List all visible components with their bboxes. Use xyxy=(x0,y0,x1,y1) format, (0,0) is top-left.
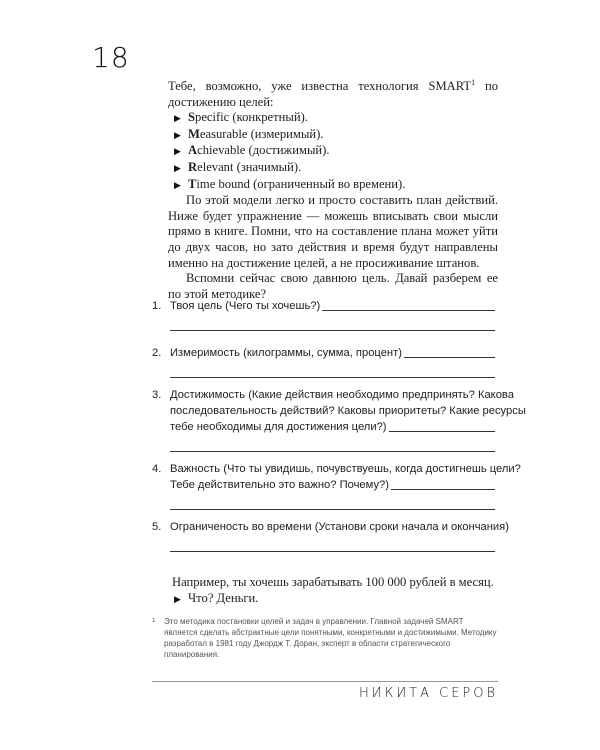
answer-line[interactable] xyxy=(170,493,495,510)
intro-paragraph xyxy=(168,79,498,110)
footer-divider xyxy=(152,681,498,682)
example-text: Например, ты хочешь зарабатывать 100 000 рублей в месяц. xyxy=(172,575,494,589)
smart-item-relevant xyxy=(174,160,498,177)
exercise-question: последовательность действий? Каковы приоритеты? Какие ресурсы xyxy=(170,405,526,417)
smart-note: (конкретный). xyxy=(229,110,308,125)
model-paragraph: По этой модели легко и просто составить план действий. Ниже будет упражнение — можешь вписывать свои мысли прямо в книге. Помни, что на составление плана может уйти до двух часов, но зато действия и время будут направлены именно на достижение целей, а не просиживание штанов. xyxy=(168,193,498,270)
triangle-right-icon: ▶ xyxy=(174,146,181,157)
smart-note: (измеримый). xyxy=(247,126,324,141)
exercise-number: 2. xyxy=(152,347,162,359)
exercise-question: тебе необходимы для достижения цели?) xyxy=(170,421,387,433)
smart-letter: R xyxy=(188,159,198,174)
smart-item-measurable xyxy=(174,127,498,144)
exercise-question: Достижимость (Какие действия необходимо предпринять? Какова xyxy=(170,389,514,401)
smart-note: (достижимый). xyxy=(245,143,330,158)
exercise-question: Тебе действительно это важно? Почему?) xyxy=(170,479,390,491)
exercise-number: 3. xyxy=(152,389,162,401)
page-number: 18 xyxy=(92,41,130,74)
triangle-right-icon: ▶ xyxy=(174,129,181,140)
exercise-question: Важность (Что ты увидишь, почувствуешь, когда достигнешь цели? xyxy=(170,463,521,475)
answer-line[interactable] xyxy=(389,430,495,432)
exercise-item-3 xyxy=(152,387,526,452)
exercise-number: 1. xyxy=(152,300,162,312)
smart-item-achievable xyxy=(174,143,498,160)
triangle-right-icon: ▶ xyxy=(174,179,181,190)
smart-word: elevant xyxy=(197,159,234,174)
author-name: НИКИТА СЕРОВ xyxy=(358,686,498,701)
smart-list xyxy=(168,110,498,193)
prompt-paragraph: Вспомни сейчас свою давнюю цель. Давай разберем ее по этой методике? xyxy=(168,271,498,301)
triangle-right-icon: ▶ xyxy=(174,162,181,173)
example-section xyxy=(172,574,502,607)
smart-word: ime bound xyxy=(196,176,250,191)
footnote-ref: 1 xyxy=(471,77,476,87)
triangle-right-icon: ▶ xyxy=(174,113,181,124)
exercise-question: Твоя цель (Чего ты хочешь?) xyxy=(170,300,321,312)
smart-note: (ограниченный во времени). xyxy=(249,176,406,191)
answer-line[interactable] xyxy=(170,435,495,452)
exercise-number: 5. xyxy=(152,521,162,533)
answer-line[interactable] xyxy=(170,361,495,378)
answer-line[interactable] xyxy=(170,535,495,552)
smart-item-time-bound xyxy=(174,177,498,194)
triangle-right-icon: ▶ xyxy=(174,594,181,604)
example-bullet-text: Что? Деньги. xyxy=(188,591,259,605)
smart-word: easurable xyxy=(199,126,248,141)
answer-line[interactable] xyxy=(404,356,495,358)
example-bullet xyxy=(172,590,502,607)
smart-letter: M xyxy=(188,126,200,141)
exercise-item-4 xyxy=(152,461,521,510)
footnote-text: Это методика постановки целей и задач в управлении. Главной задачей SMART является сделать абстрактные цели понятными, конкретными и достижимыми. Методику разработал в 1981 году Джордж Т. Доран, эксперт в области стратегического планирования. xyxy=(164,617,497,659)
smart-word: pecific xyxy=(195,110,230,125)
intro-text-after: по достижению целей: xyxy=(168,79,498,109)
smart-note: (значимый). xyxy=(233,159,302,174)
exercise-item-1 xyxy=(152,298,495,331)
smart-letter: A xyxy=(188,143,198,158)
smart-word: chievable xyxy=(197,143,246,158)
answer-line[interactable] xyxy=(170,314,495,331)
smart-item-specific xyxy=(174,110,498,127)
smart-letter: T xyxy=(188,176,197,191)
answer-line[interactable] xyxy=(322,309,495,311)
exercise-question: Измеримость (килограммы, сумма, процент) xyxy=(170,347,402,359)
exercise-question: Ограниченость во времени (Установи сроки начала и окончания) xyxy=(170,521,509,533)
footnote-number: 1 xyxy=(152,618,156,624)
footnote xyxy=(152,616,498,660)
exercise-number: 4. xyxy=(152,463,162,475)
exercise-item-5 xyxy=(152,519,509,552)
answer-line[interactable] xyxy=(391,488,495,490)
intro-text-before: Тебе, возможно, уже известна технология SMART xyxy=(168,79,472,93)
smart-letter: S xyxy=(188,110,196,125)
exercise-item-2 xyxy=(152,345,495,378)
intro-section xyxy=(168,79,498,302)
